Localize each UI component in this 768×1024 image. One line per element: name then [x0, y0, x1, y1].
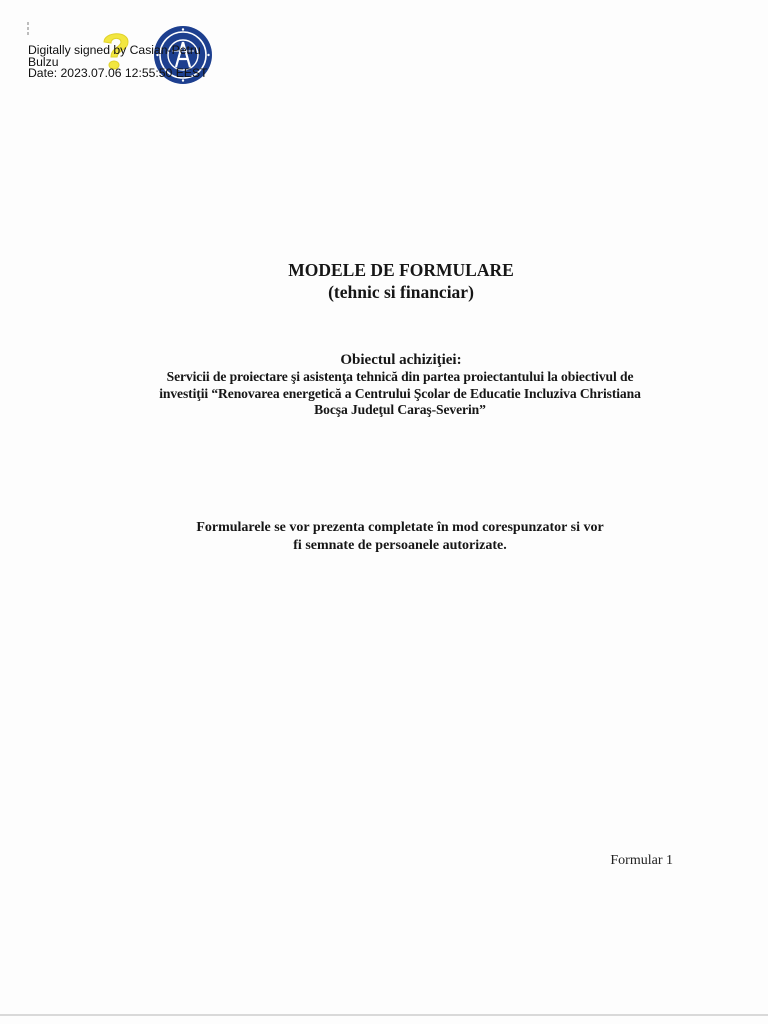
- forms-notice: [150, 519, 650, 555]
- formular-label: Formular 1: [610, 853, 673, 868]
- objective-heading: Obiectul achiziţiei:: [340, 352, 462, 368]
- signature-line-3: Date: 2023.07.06 12:55:50 EEST: [28, 66, 208, 81]
- signature-line-1: Digitally signed by Casian-Petru: [28, 43, 201, 57]
- notice-line: Formularele se vor prezenta completate în mod corespunzator si vor: [196, 520, 604, 535]
- digital-signature-text: [28, 45, 208, 80]
- page-bottom-edge: [0, 1014, 768, 1016]
- document-title: MODELE DE FORMULARE: [288, 260, 514, 280]
- objective-line: Servicii de proiectare şi asistenţa tehnică din partea proiectantului la obiectivul de: [166, 369, 634, 384]
- objective-line: Bocşa Judeţul Caraş-Severin”: [314, 402, 486, 417]
- signature-marks: [26, 22, 30, 36]
- notice-line: fi semnate de persoanele autorizate.: [293, 538, 507, 553]
- signature-line-2: Bulzu: [28, 54, 59, 69]
- document-subtitle: (tehnic si financiar): [328, 282, 474, 302]
- objective-line: investiţii “Renovarea energetică a Centrului Şcolar de Educatie Incluziva Christiana: [159, 385, 641, 401]
- objective-description: [128, 369, 672, 419]
